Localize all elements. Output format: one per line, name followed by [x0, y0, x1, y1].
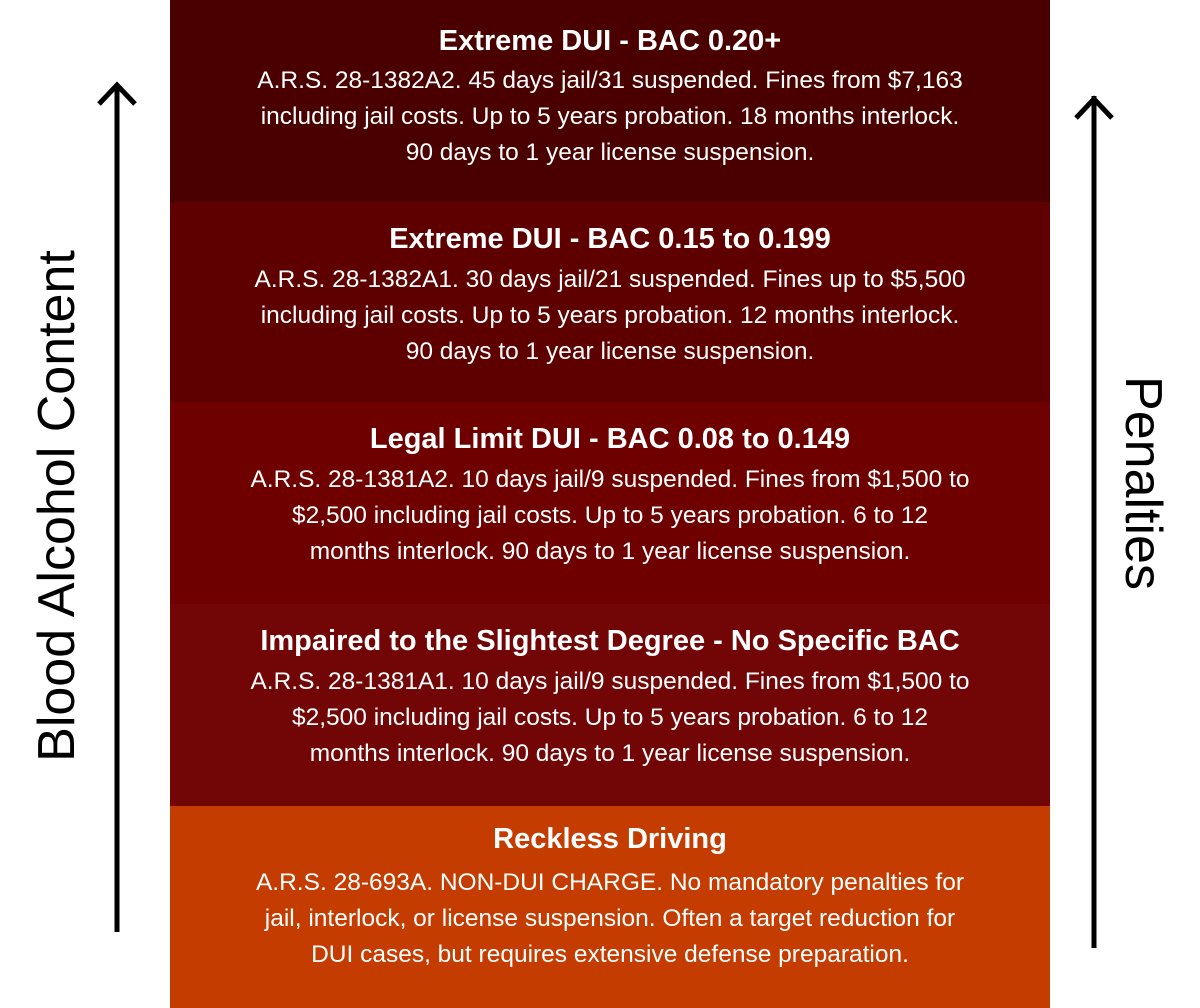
tier-description-line: including jail costs. Up to 5 years probation. 12 months interlock. [260, 302, 960, 329]
tier-description [170, 664, 1050, 772]
tier-description-line: 90 days to 1 year license suspension. [405, 139, 815, 166]
tier-title: Extreme DUI - BAC 0.20+ [438, 25, 782, 57]
tier-description-line: 90 days to 1 year license suspension. [405, 338, 815, 365]
tier-description-line: A.R.S. 28-1381A1. 10 days jail/9 suspended. Fines from $1,500 to [250, 668, 970, 695]
tier-title: Extreme DUI - BAC 0.15 to 0.199 [389, 223, 831, 255]
arrow-up-icon [96, 80, 140, 936]
tier-description [170, 462, 1050, 570]
tier-description-line: months interlock. 90 days to 1 year license suspension. [309, 538, 911, 565]
tier-description [170, 262, 1050, 370]
tier-title: Reckless Driving [493, 823, 727, 855]
tier-legal-limit-dui [170, 402, 1050, 604]
tier-reckless-driving [170, 806, 1050, 1008]
blood-alcohol-content-axis-label: Blood Alcohol Content [28, 250, 86, 762]
penalty-tier-stack [170, 0, 1050, 1008]
tier-description-line: A.R.S. 28-1381A2. 10 days jail/9 suspended. Fines from $1,500 to [250, 466, 970, 493]
penalties-axis-label: Penalties [1114, 376, 1172, 590]
arrow-up-icon [1070, 92, 1114, 950]
tier-description-line: A.R.S. 28-693A. NON-DUI CHARGE. No mandatory penalties for [255, 869, 965, 896]
tier-title: Impaired to the Slightest Degree - No Specific BAC [260, 625, 960, 657]
tier-description-line: DUI cases, but requires extensive defense preparation. [311, 941, 909, 968]
tier-description-line: A.R.S. 28-1382A1. 30 days jail/21 suspended. Fines up to $5,500 [254, 266, 966, 293]
tier-description [170, 63, 1050, 171]
tier-title: Legal Limit DUI - BAC 0.08 to 0.149 [369, 423, 851, 455]
tier-extreme-dui-015 [170, 202, 1050, 402]
tier-impaired-slightest-degree [170, 604, 1050, 806]
tier-description-line: $2,500 including jail costs. Up to 5 years probation. 6 to 12 [291, 502, 929, 529]
tier-description-line: A.R.S. 28-1382A2. 45 days jail/31 suspended. Fines from $7,163 [257, 67, 963, 94]
tier-description-line: including jail costs. Up to 5 years probation. 18 months interlock. [260, 103, 960, 130]
tier-description-line: $2,500 including jail costs. Up to 5 years probation. 6 to 12 [291, 704, 929, 731]
tier-description [170, 865, 1050, 973]
tier-extreme-dui-020 [170, 0, 1050, 202]
tier-description-line: months interlock. 90 days to 1 year license suspension. [309, 740, 911, 767]
tier-description-line: jail, interlock, or license suspension. Often a target reduction for [264, 905, 956, 932]
